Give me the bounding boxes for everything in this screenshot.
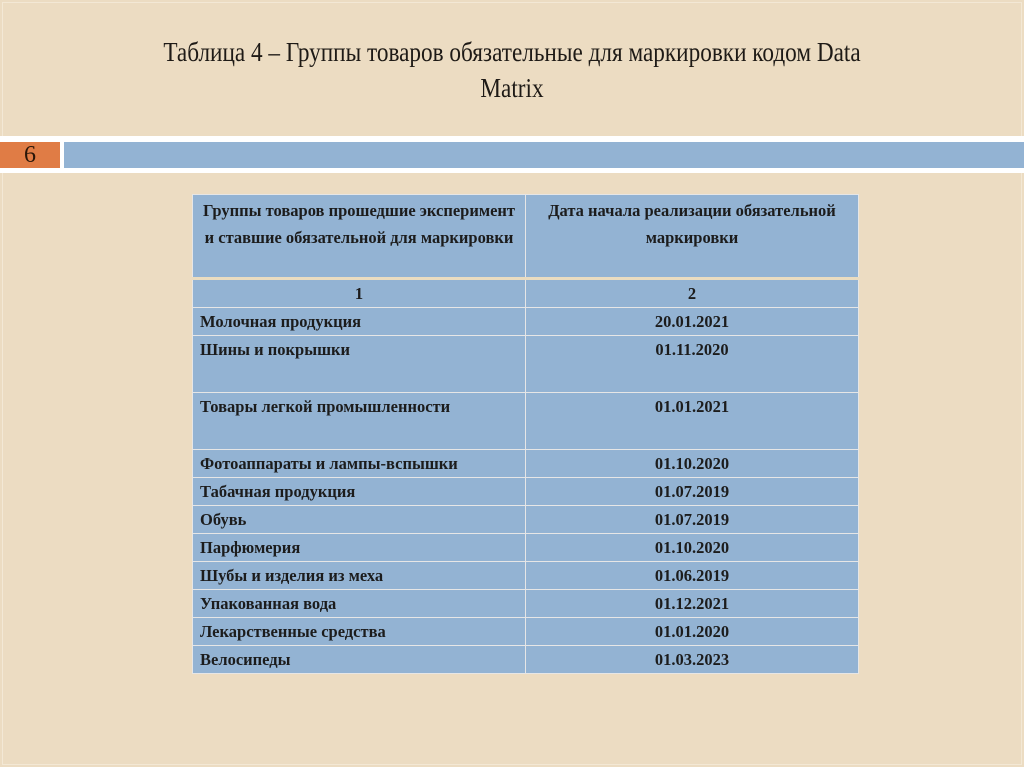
slide-number-badge: 6 [0, 142, 60, 168]
product-group-cell: Фотоаппараты и лампы-вспышки [193, 450, 526, 478]
marking-table [192, 194, 859, 674]
date-cell: 01.07.2019 [526, 506, 859, 534]
table-header-row [193, 195, 859, 279]
table-row [193, 534, 859, 562]
header-product-groups: Группы товаров прошедшие эксперимент и ставшие обязательной для маркировки [193, 195, 526, 279]
product-group-cell: Велосипеды [193, 646, 526, 674]
date-cell: 01.12.2021 [526, 590, 859, 618]
table-row [193, 478, 859, 506]
product-group-cell: Лекарственные средства [193, 618, 526, 646]
product-group-cell: Табачная продукция [193, 478, 526, 506]
accent-bar [64, 142, 1024, 168]
table-row [193, 506, 859, 534]
date-cell: 01.11.2020 [526, 336, 859, 393]
table-row [193, 308, 859, 336]
slide-title [123, 34, 900, 106]
product-group-cell: Шубы и изделия из меха [193, 562, 526, 590]
date-cell: 01.01.2021 [526, 393, 859, 450]
table-row [193, 590, 859, 618]
product-group-cell: Шины и покрышки [193, 336, 526, 393]
column-number-row [193, 279, 859, 308]
date-cell: 01.07.2019 [526, 478, 859, 506]
date-cell: 01.03.2023 [526, 646, 859, 674]
table-row [193, 393, 859, 450]
date-cell: 01.10.2020 [526, 450, 859, 478]
column-number-2: 2 [526, 279, 859, 308]
column-number-1: 1 [193, 279, 526, 308]
product-group-cell: Молочная продукция [193, 308, 526, 336]
table-row [193, 646, 859, 674]
slide-title-line-1: Таблица 4 – Группы товаров обязательные для маркировки кодом Data [163, 37, 861, 67]
marking-table-container [192, 194, 859, 674]
table-row [193, 450, 859, 478]
table-row [193, 336, 859, 393]
header-start-date: Дата начала реализации обязательной маркировки [526, 195, 859, 279]
table-row [193, 618, 859, 646]
date-cell: 01.10.2020 [526, 534, 859, 562]
product-group-cell: Обувь [193, 506, 526, 534]
product-group-cell: Парфюмерия [193, 534, 526, 562]
date-cell: 01.01.2020 [526, 618, 859, 646]
product-group-cell: Упакованная вода [193, 590, 526, 618]
date-cell: 01.06.2019 [526, 562, 859, 590]
table-row [193, 562, 859, 590]
slide-title-line-2: Matrix [480, 73, 544, 103]
date-cell: 20.01.2021 [526, 308, 859, 336]
product-group-cell: Товары легкой промышленности [193, 393, 526, 450]
